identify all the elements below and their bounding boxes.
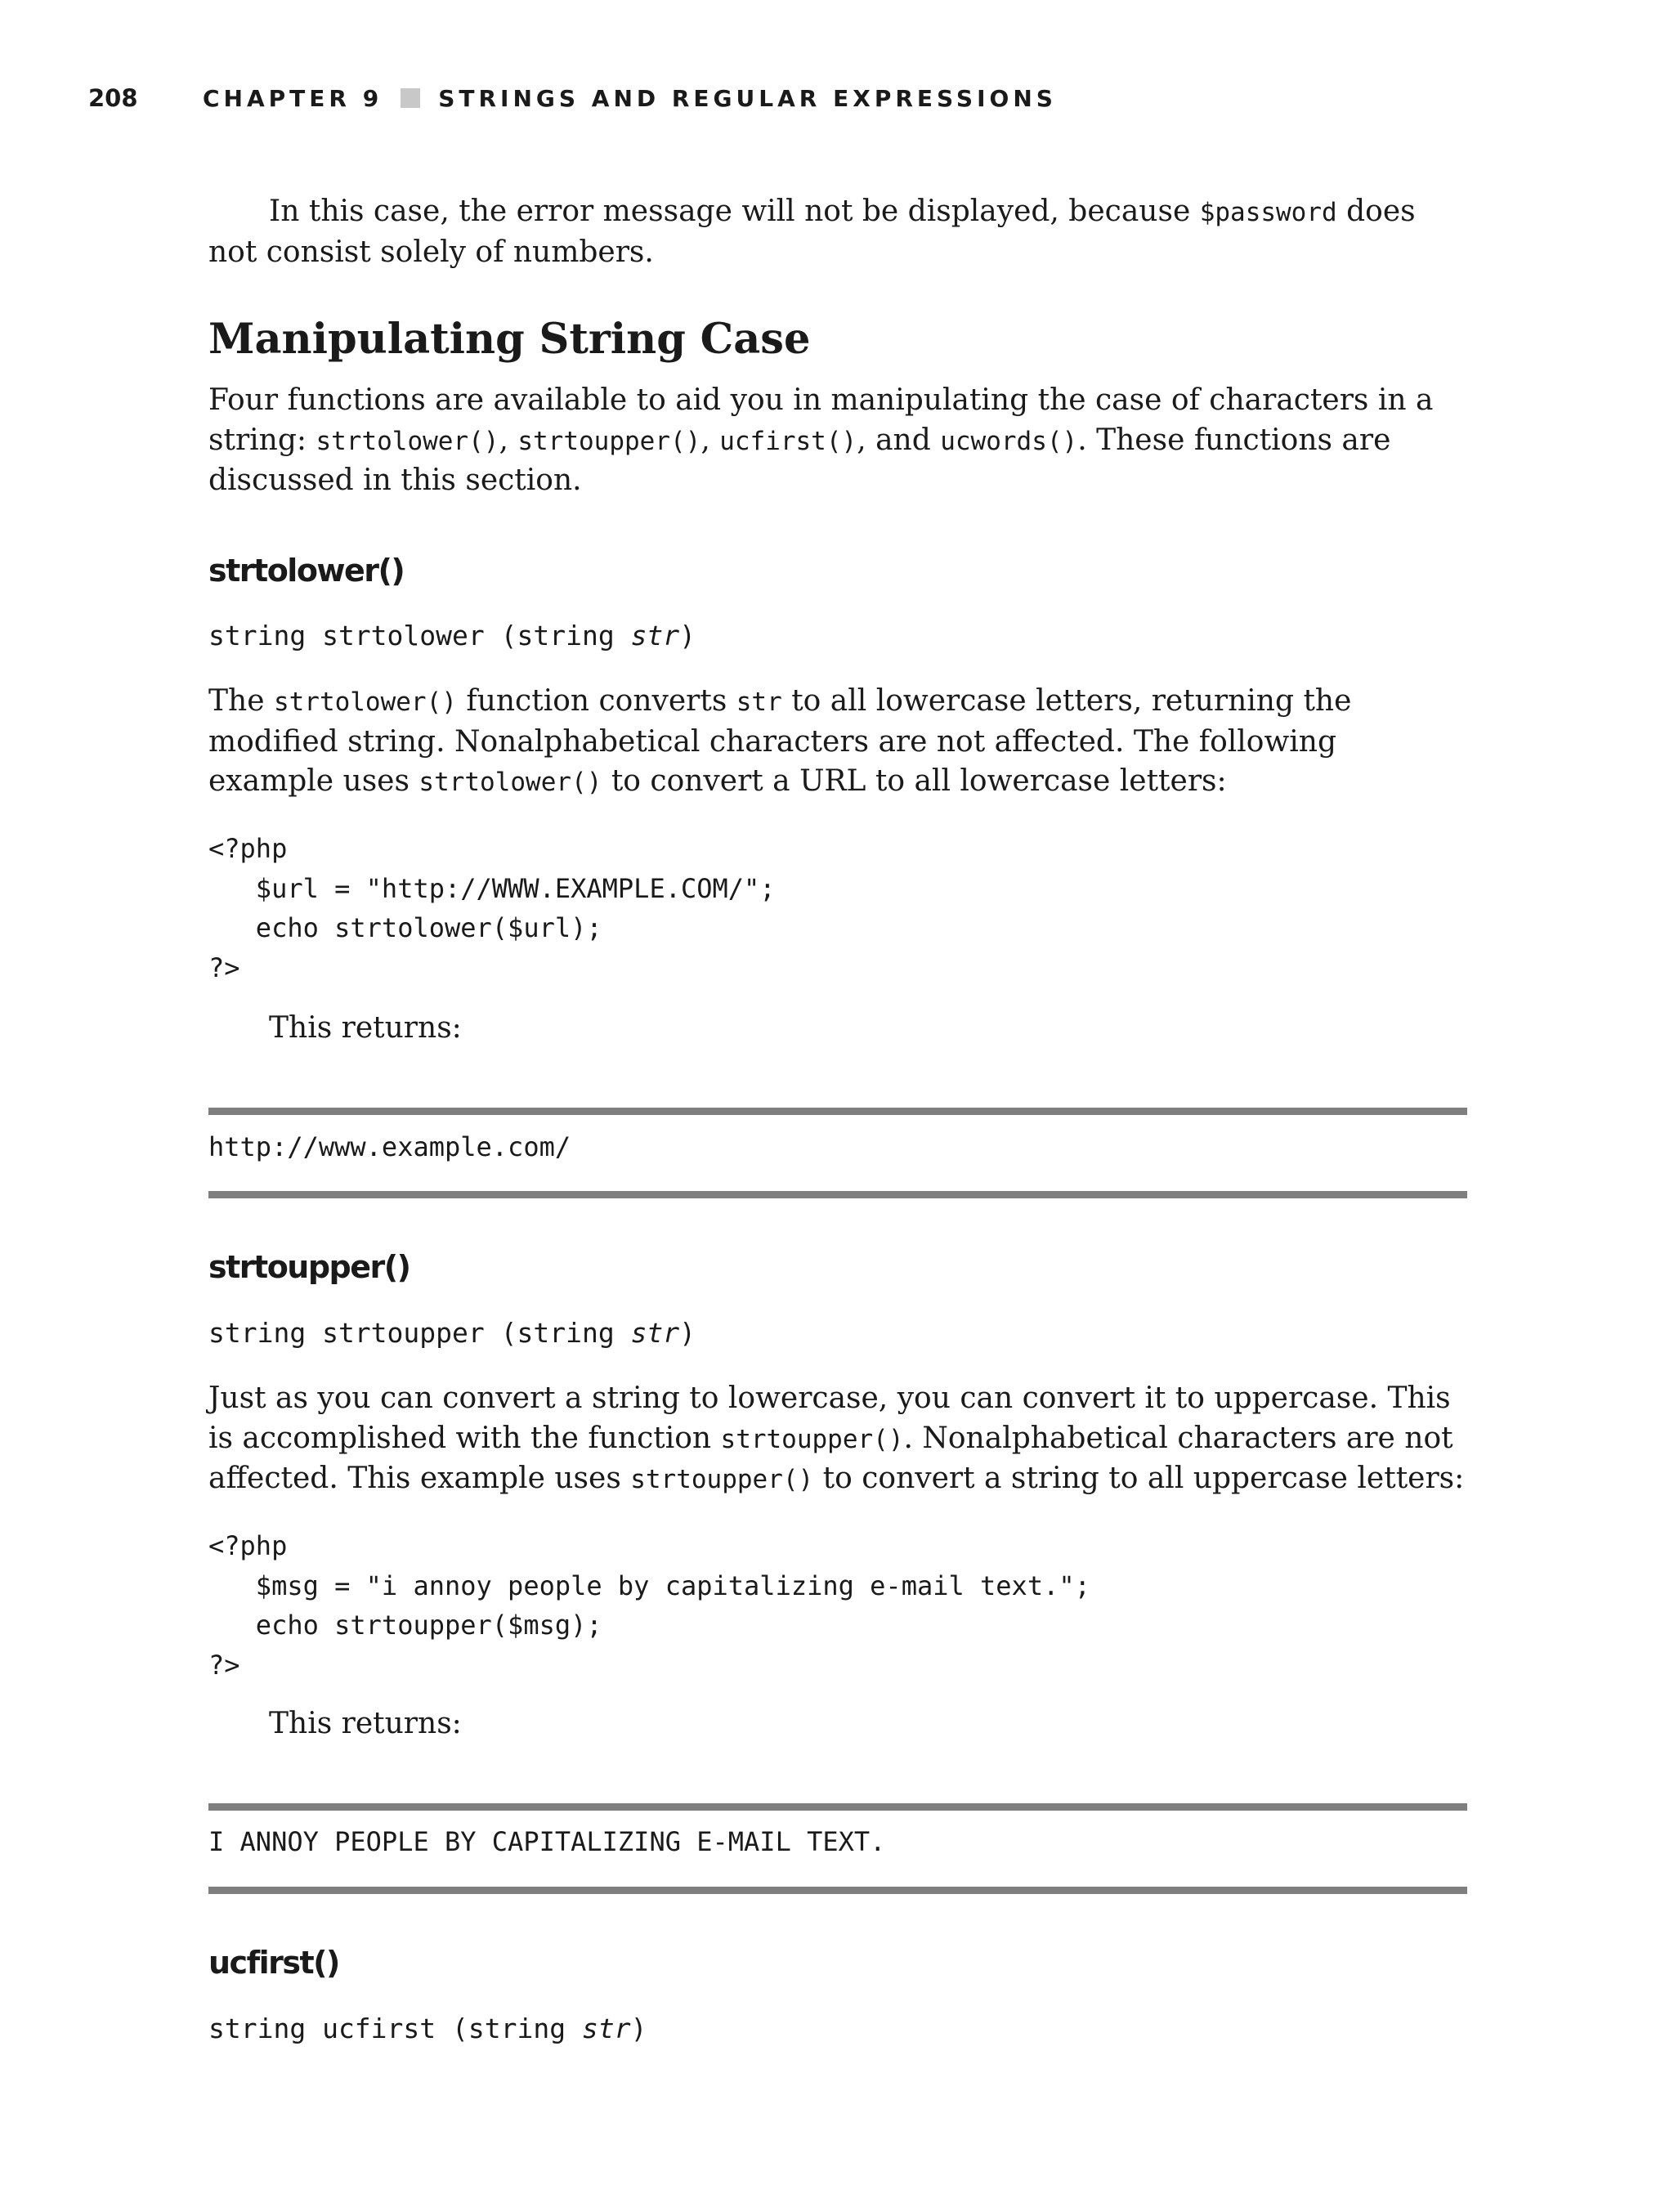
chapter-label: CHAPTER 9 bbox=[203, 84, 383, 112]
code-line: echo strtoupper($msg); bbox=[208, 1610, 602, 1641]
strtolower-description bbox=[208, 682, 1467, 803]
sig-suffix: ) bbox=[630, 2013, 647, 2044]
section-intro-tail: . These functions are discussed in this section. bbox=[208, 423, 1391, 497]
sig-arg: str bbox=[630, 620, 680, 652]
sig-suffix: ) bbox=[679, 1317, 696, 1349]
fn-ucwords: ucwords() bbox=[940, 426, 1078, 456]
strtoupper-description bbox=[208, 1379, 1467, 1500]
intro-paragraph bbox=[208, 192, 1467, 272]
desc-text: function converts bbox=[456, 684, 736, 718]
sep-2: , bbox=[700, 423, 720, 457]
sep-1: , bbox=[499, 423, 518, 457]
header-square-icon bbox=[401, 88, 420, 108]
ucfirst-heading: ucfirst() bbox=[208, 1945, 339, 1981]
sig-arg: str bbox=[581, 2013, 631, 2044]
intro-text-2: does not consist solely of numbers. bbox=[208, 195, 1416, 269]
desc-text: to all lowercase letters, returning the modified string. Nonalphabetical characters are not affected. The following example uses bbox=[208, 684, 1352, 798]
chapter-title: STRINGS AND REGULAR EXPRESSIONS bbox=[438, 84, 1057, 112]
intro-code-password: $password bbox=[1199, 198, 1337, 227]
desc-text: to convert a URL to all lowercase letters: bbox=[602, 764, 1227, 798]
desc-text: to convert a string to all uppercase letters: bbox=[813, 1462, 1465, 1495]
fn-strtoupper: strtoupper() bbox=[517, 426, 701, 456]
desc-text: The bbox=[208, 684, 274, 718]
strtoupper-signature bbox=[208, 1317, 1467, 1349]
sig-arg: str bbox=[630, 1317, 680, 1349]
intro-text-1: In this case, the error message will not be displayed, because bbox=[269, 195, 1200, 228]
strtolower-signature bbox=[208, 620, 1467, 652]
desc-text: . Nonalphabetical characters are not affected. This example uses bbox=[208, 1421, 1453, 1495]
code-line: <?php bbox=[208, 833, 288, 864]
sep-3: , and bbox=[857, 423, 941, 457]
strtolower-returns: This returns: bbox=[269, 1011, 462, 1045]
sig-prefix: string ucfirst (string bbox=[208, 2013, 582, 2044]
code-line: $url = "http://WWW.EXAMPLE.COM/"; bbox=[208, 872, 776, 904]
code-line: <?php bbox=[208, 1530, 288, 1561]
code-line: ?> bbox=[208, 1649, 240, 1681]
code-line: echo strtolower($url); bbox=[208, 912, 602, 943]
desc-code: strtolower() bbox=[418, 768, 602, 797]
output-rule-top bbox=[208, 1108, 1467, 1115]
output-rule-bottom bbox=[208, 1191, 1467, 1198]
code-line: $msg = "i annoy people by capitalizing e-mail text."; bbox=[208, 1569, 1090, 1601]
section-intro-paragraph bbox=[208, 381, 1467, 501]
output-rule-top bbox=[208, 1803, 1467, 1811]
sig-prefix: string strtolower (string bbox=[208, 620, 631, 652]
strtolower-output: http://www.example.com/ bbox=[208, 1131, 571, 1162]
sig-prefix: string strtoupper (string bbox=[208, 1317, 631, 1349]
strtoupper-code-block bbox=[208, 1526, 1467, 1685]
desc-code: strtoupper() bbox=[720, 1424, 904, 1454]
section-heading: Manipulating String Case bbox=[208, 315, 811, 364]
fn-ucfirst: ucfirst() bbox=[719, 426, 857, 456]
output-rule-bottom bbox=[208, 1887, 1467, 1894]
desc-text: Just as you can convert a string to lowercase, you can convert it to uppercase. This is accomplished with the function bbox=[208, 1381, 1451, 1455]
strtoupper-heading: strtoupper() bbox=[208, 1249, 410, 1285]
strtolower-code-block bbox=[208, 829, 1467, 987]
fn-strtolower: strtolower() bbox=[316, 426, 499, 456]
sig-suffix: ) bbox=[679, 620, 696, 652]
ucfirst-signature bbox=[208, 2013, 1467, 2044]
page-number: 208 bbox=[88, 84, 138, 112]
strtoupper-returns: This returns: bbox=[269, 1707, 462, 1740]
strtolower-heading: strtolower() bbox=[208, 553, 405, 589]
desc-code: str bbox=[736, 687, 782, 717]
running-header bbox=[88, 82, 1057, 114]
desc-code: strtoupper() bbox=[630, 1465, 814, 1494]
section-intro-text: Four functions are available to aid you in manipulating the case of characters in a string: bbox=[208, 383, 1434, 457]
code-line: ?> bbox=[208, 952, 240, 983]
strtoupper-output: I ANNOY PEOPLE BY CAPITALIZING E-MAIL TEXT. bbox=[208, 1826, 886, 1857]
desc-code: strtolower() bbox=[273, 687, 457, 717]
